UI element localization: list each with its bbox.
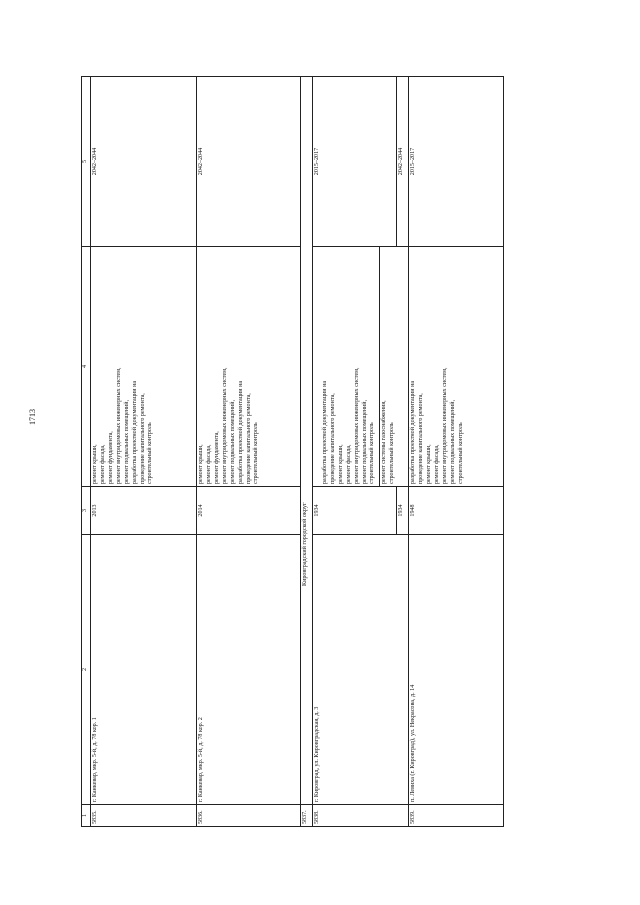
table-row bbox=[409, 77, 504, 827]
row-year-primary: 1934 bbox=[314, 504, 320, 517]
header-col-3: 3 bbox=[82, 487, 91, 535]
row-number: 5835. bbox=[91, 805, 197, 827]
row-period bbox=[313, 77, 409, 247]
row-works-secondary: ремонт системы газоснабжения, строительный контроль bbox=[379, 247, 397, 486]
row-year: 2013 bbox=[91, 487, 197, 535]
row-period: 2042–2044 bbox=[197, 77, 301, 247]
row-period-primary: 2015–2017 bbox=[314, 147, 320, 176]
row-year bbox=[313, 487, 409, 535]
row-address: п. Левиха (г. Кировград), ул. Некрасова, д. 14 bbox=[409, 535, 504, 805]
row-year: 1948 bbox=[409, 487, 504, 535]
header-col-5: 5 bbox=[82, 77, 91, 247]
row-address: г. Канкевар, мкр. 5-й, д. 78 кор. 1 bbox=[91, 535, 197, 805]
district-row bbox=[301, 77, 313, 827]
row-address: г. Кировград, ул. Кировградская, д. 3 bbox=[313, 535, 409, 805]
row-number: 5838. bbox=[313, 805, 409, 827]
row-period: 2015–2017 bbox=[409, 77, 504, 247]
header-col-2: 2 bbox=[82, 535, 91, 805]
rotated-table-wrapper bbox=[81, 77, 519, 827]
row-year-secondary: 1934 bbox=[396, 487, 406, 534]
row-works: ремонт крыши, ремонт фасада, ремонт фундамента, ремонт внутридомовых инженерных систем, ремонт подвальных помещений, разработка проектной документации на проведение капитального ремонта, строительный контроль bbox=[91, 247, 197, 487]
header-col-4: 4 bbox=[82, 247, 91, 487]
repair-schedule-table bbox=[81, 76, 504, 827]
row-number: 5839. bbox=[409, 805, 504, 827]
header-row bbox=[82, 77, 91, 827]
row-works: разработка проектной документации на проведение капитального ремонта, ремонт крыши, ремонт фасада, ремонт внутридомовых инженерных систем, ремонт подвальных помещений, строительный контроль bbox=[409, 247, 504, 487]
row-works bbox=[313, 247, 409, 487]
table-row bbox=[91, 77, 197, 827]
row-works: ремонт крыши, ремонт фасада, ремонт фундамента, ремонт внутридомовых инженерных систем, ремонт подвальных помещений, разработка проектной документации на проведение капитального ремонта, строительный контроль bbox=[197, 247, 301, 487]
header-col-1: 1 bbox=[82, 805, 91, 827]
row-period: 2042–2044 bbox=[91, 77, 197, 247]
row-year: 2014 bbox=[197, 487, 301, 535]
row-number: 5837. bbox=[301, 805, 313, 827]
table-row bbox=[313, 77, 409, 827]
row-address: г. Канкевар, мкр. 5-й, д. 78 кор. 2 bbox=[197, 535, 301, 805]
district-name: Кировградский городской округ bbox=[301, 77, 313, 805]
row-works-primary: разработка проектной документации на проведение капитального ремонта, ремонт крыши, ремонт фасада, ремонт внутридомовых инженерных систем, ремонт подвальных помещений, строительный контроль bbox=[321, 367, 376, 484]
row-period-secondary: 2042–2044 bbox=[396, 77, 406, 246]
table-row bbox=[197, 77, 301, 827]
page-number: 1713 bbox=[28, 409, 37, 425]
row-number: 5836. bbox=[197, 805, 301, 827]
